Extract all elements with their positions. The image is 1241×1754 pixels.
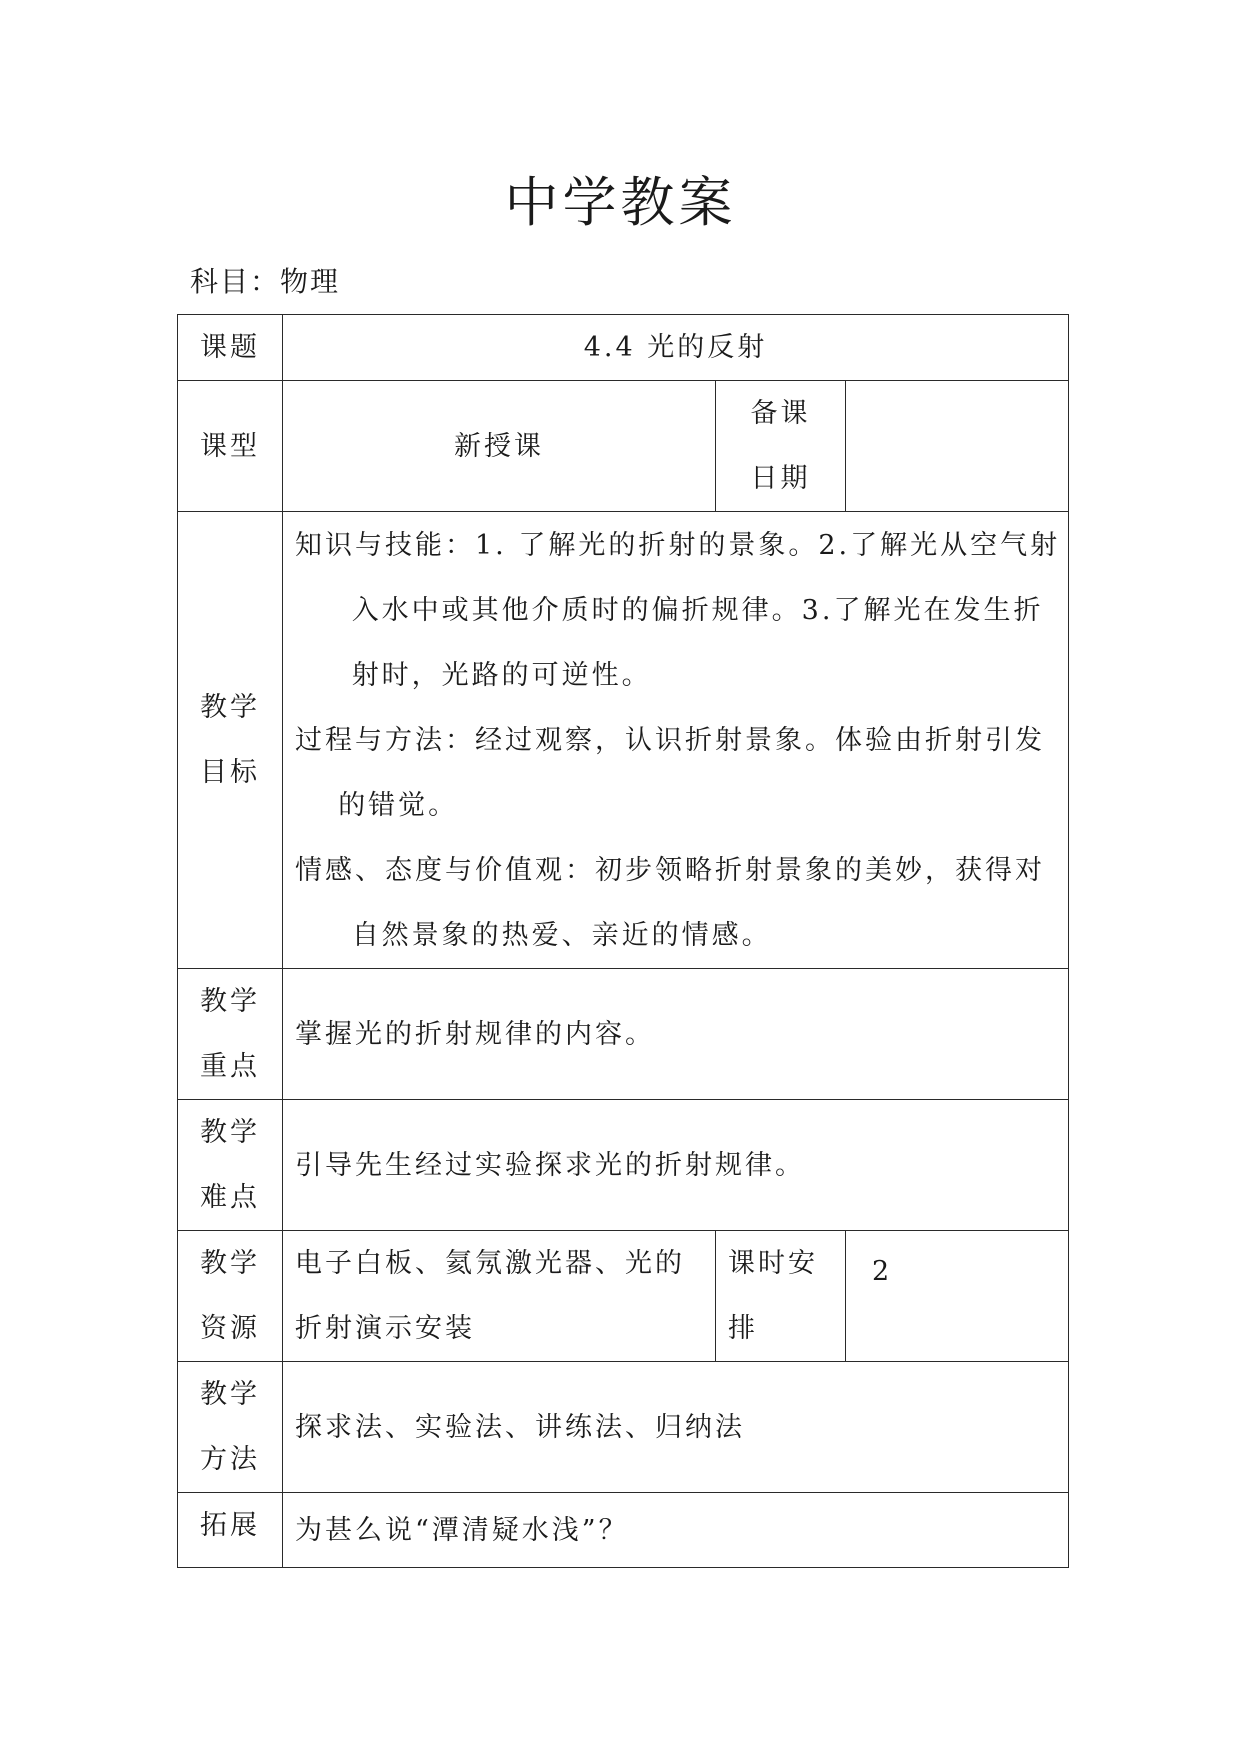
label-methods: 教学方法 (199, 1379, 260, 1475)
label-objectives: 教学目标 (199, 692, 260, 788)
difficulties-value: 引导先生经过实验探求光的折射规律。 (283, 1100, 1069, 1231)
row-type (178, 381, 1069, 512)
row-topic (178, 315, 1069, 381)
label-key-points: 教学重点 (199, 986, 260, 1082)
label-type: 课型 (178, 381, 283, 512)
label-methods-cell (178, 1362, 283, 1493)
label-hours-cell (716, 1231, 846, 1362)
topic-value: 4.4 光的反射 (283, 315, 1069, 381)
label-topic: 课题 (178, 315, 283, 381)
hours-value: 2 (846, 1231, 1069, 1362)
extension-value: 为甚么说“潭清疑水浅”？ (283, 1493, 1069, 1568)
page-title: 中学教案 (504, 171, 737, 234)
key-points-value: 掌握光的折射规律的内容。 (283, 969, 1069, 1100)
label-resources-cell (178, 1231, 283, 1362)
label-difficulties: 教学难点 (199, 1117, 260, 1213)
type-value: 新授课 (283, 381, 716, 512)
label-prep-date (716, 381, 846, 512)
row-key-points (178, 969, 1069, 1100)
objective-emotion: 情感、态度与价值观：初步领略折射景象的美妙，获得对自然景象的热爱、亲近的情感。 (295, 854, 1045, 951)
row-objectives (178, 512, 1069, 969)
objective-process: 过程与方法：经过观察，认识折射景象。体验由折射引发的错觉。 (295, 724, 1045, 821)
row-resources (178, 1231, 1069, 1362)
label-key-points-cell (178, 969, 283, 1100)
label-objectives-cell (178, 512, 283, 969)
label-resources: 教学资源 (199, 1248, 260, 1344)
methods-value: 探求法、实验法、讲练法、归纳法 (283, 1362, 1069, 1493)
row-extension (178, 1493, 1069, 1568)
objectives-content (283, 512, 1069, 969)
prep-date-label-text: 备课日期 (750, 398, 811, 494)
row-difficulties (178, 1100, 1069, 1231)
lesson-plan-table (177, 314, 1069, 1568)
resources-value: 电子白板、氦氖激光器、光的折射演示安装 (283, 1231, 716, 1362)
label-hours: 课时安排 (728, 1248, 818, 1344)
prep-date-value (846, 381, 1069, 512)
subject-line: 科目：物理 (190, 265, 341, 298)
objective-knowledge: 知识与技能：1. 了解光的折射的景象。2.了解光从空气射入水中或其他介质时的偏折规律。3.了解光在发生折射时，光路的可逆性。 (295, 529, 1061, 691)
label-difficulties-cell (178, 1100, 283, 1231)
row-methods (178, 1362, 1069, 1493)
label-extension: 拓展 (178, 1493, 283, 1568)
